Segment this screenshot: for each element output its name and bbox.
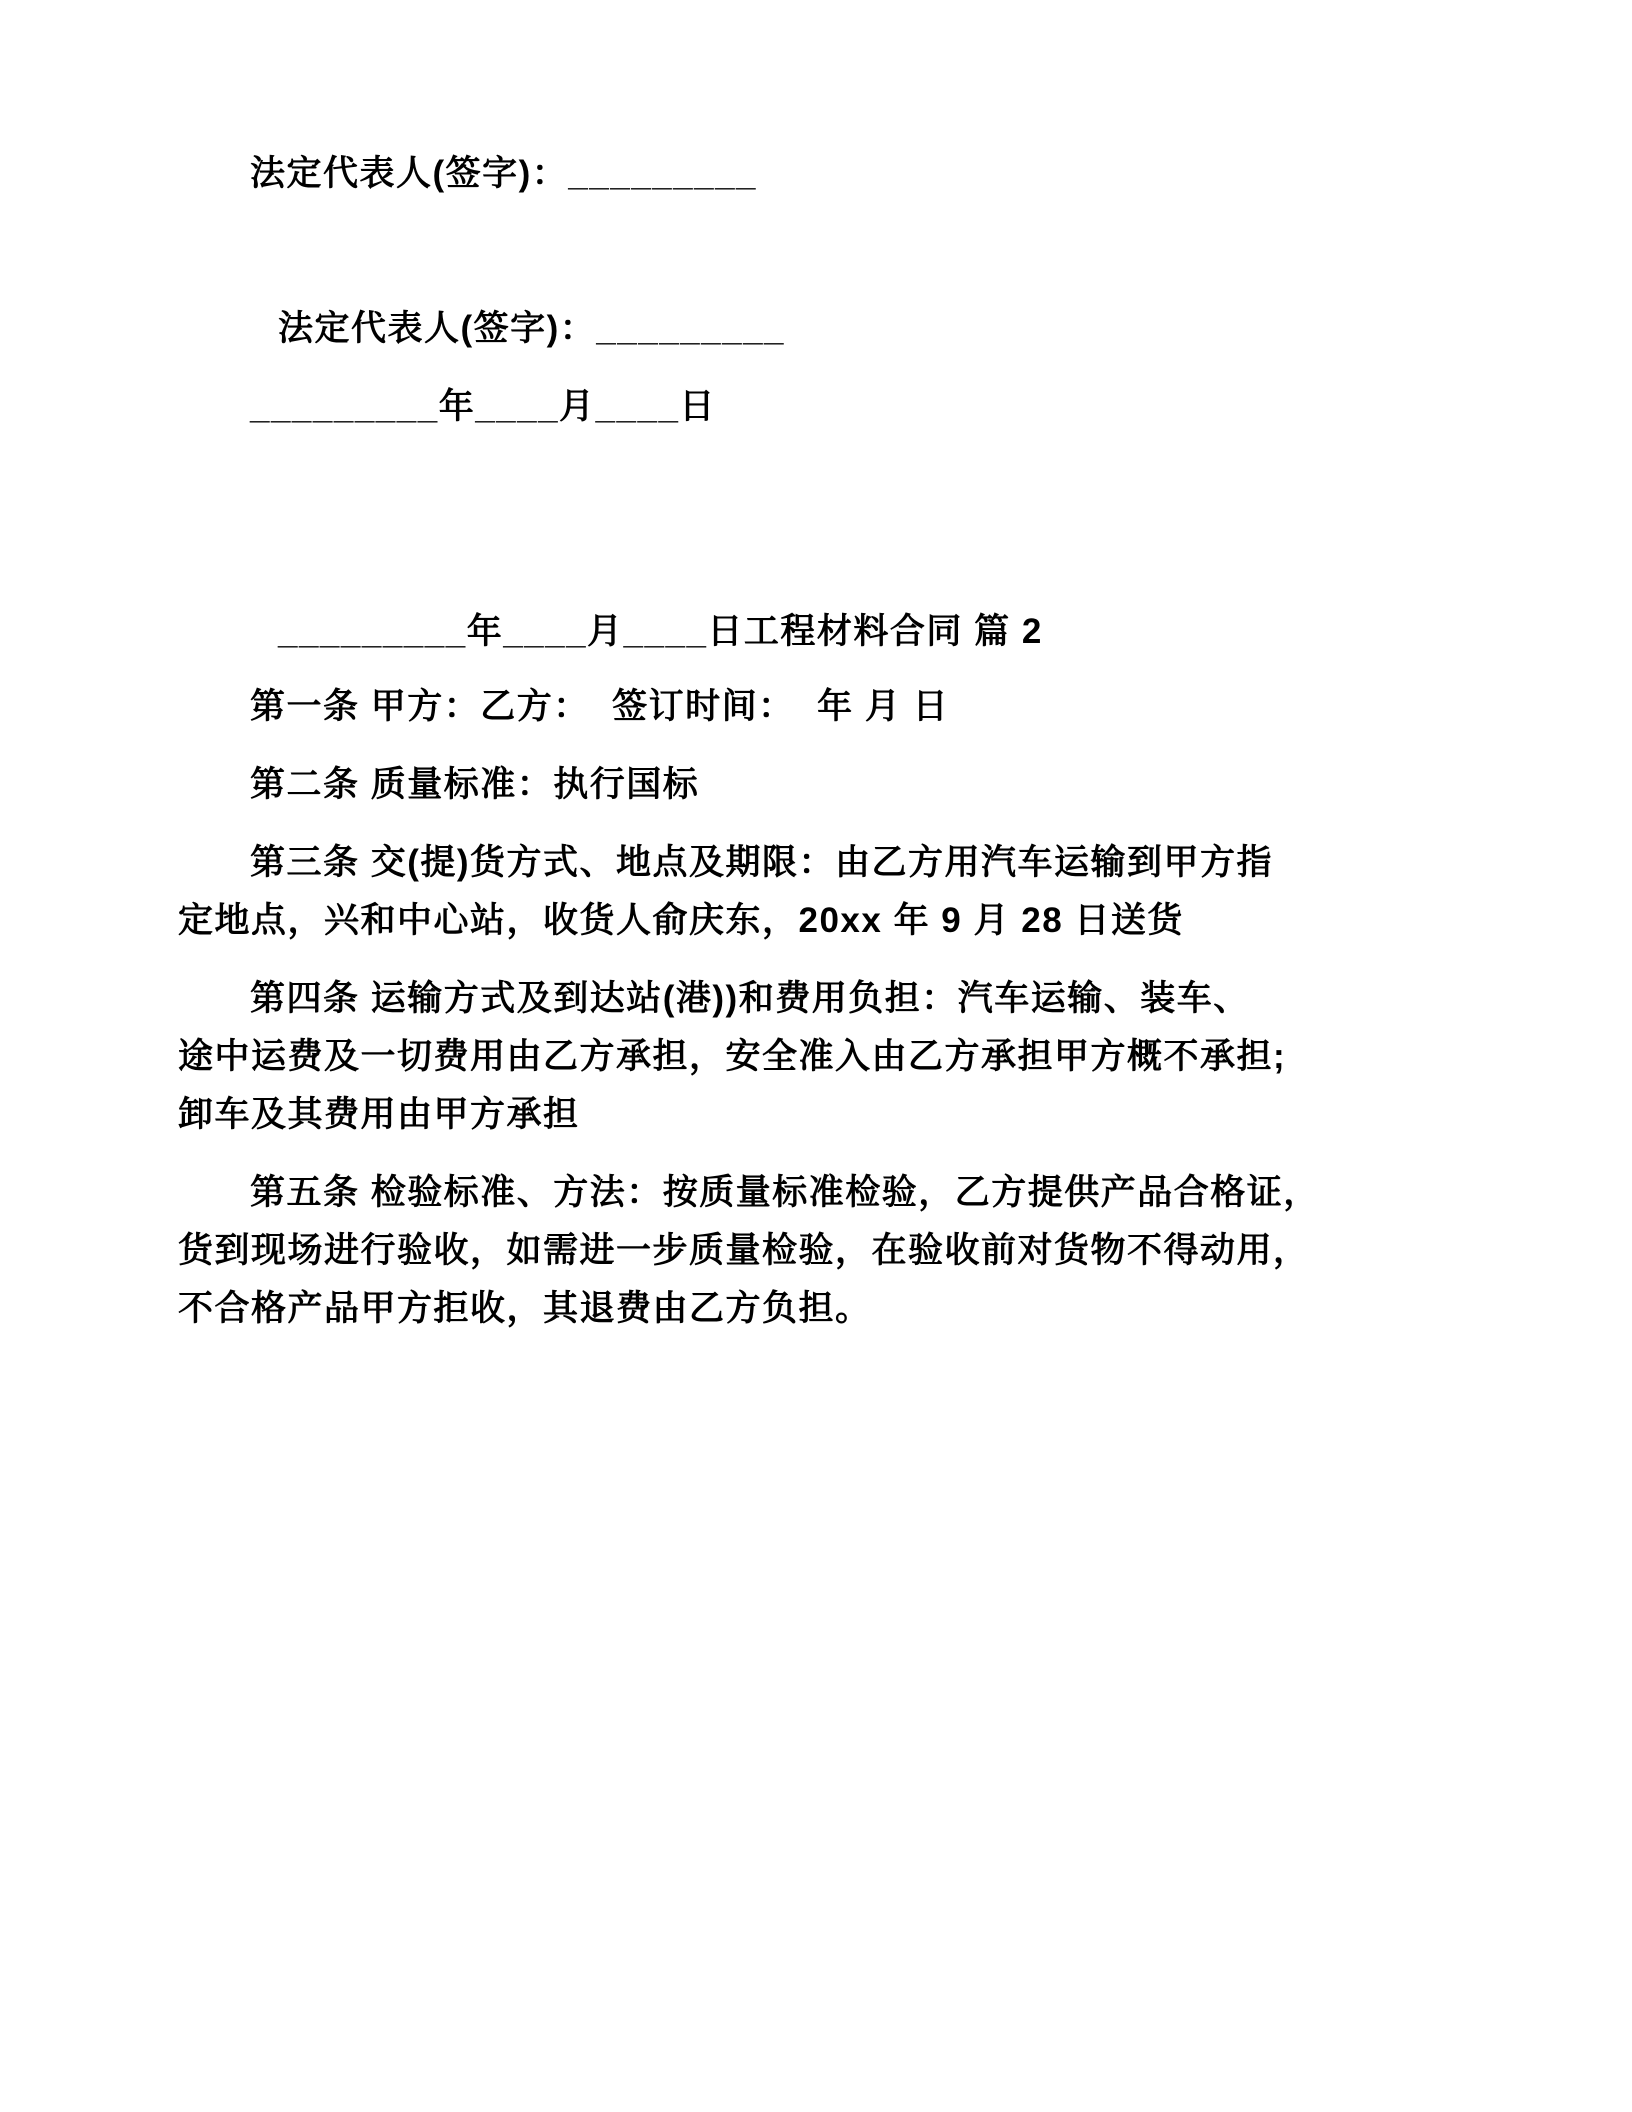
- signature-line-party-a: 法定代表人(签字)：_________: [250, 154, 757, 193]
- section-title: _________年____月____日工程材料合同 篇 2: [278, 612, 1043, 651]
- clause-2-line-1: 第二条 质量标准：执行国标: [250, 765, 700, 804]
- clause-5: [178, 1164, 1462, 1338]
- clause-1: [178, 678, 1462, 736]
- clause-2: [178, 756, 1462, 814]
- clause-5-line-1: 第五条 检验标准、方法：按质量标准检验，乙方提供产品合格证，: [250, 1173, 1320, 1212]
- clause-4: [178, 970, 1462, 1144]
- clause-5-line-2: 货到现场进行验收，如需进一步质量检验，在验收前对货物不得动用，: [178, 1231, 1310, 1270]
- signature-line-party-b: 法定代表人(签字)：_________: [278, 309, 785, 348]
- date-line: _________年____月____日: [250, 387, 716, 426]
- clause-3-line-2: 定地点，兴和中心站，收货人俞庆东，20xx 年 9 月 28 日送货: [178, 901, 1184, 940]
- clause-5-line-3: 不合格产品甲方拒收，其退费由乙方负担。: [178, 1289, 872, 1328]
- clause-3: [178, 834, 1462, 950]
- clause-4-line-2: 途中运费及一切费用由乙方承担，安全准入由乙方承担甲方概不承担;: [178, 1037, 1287, 1076]
- clause-4-line-1: 第四条 运输方式及到达站(港))和费用负担：汽车运输、装车、: [250, 979, 1250, 1018]
- clause-1-line-1: 第一条 甲方：乙方： 签订时间： 年 月 日: [250, 687, 950, 726]
- clause-4-line-3: 卸车及其费用由甲方承担: [178, 1095, 580, 1134]
- clause-3-line-1: 第三条 交(提)货方式、地点及期限：由乙方用汽车运输到甲方指: [250, 843, 1274, 882]
